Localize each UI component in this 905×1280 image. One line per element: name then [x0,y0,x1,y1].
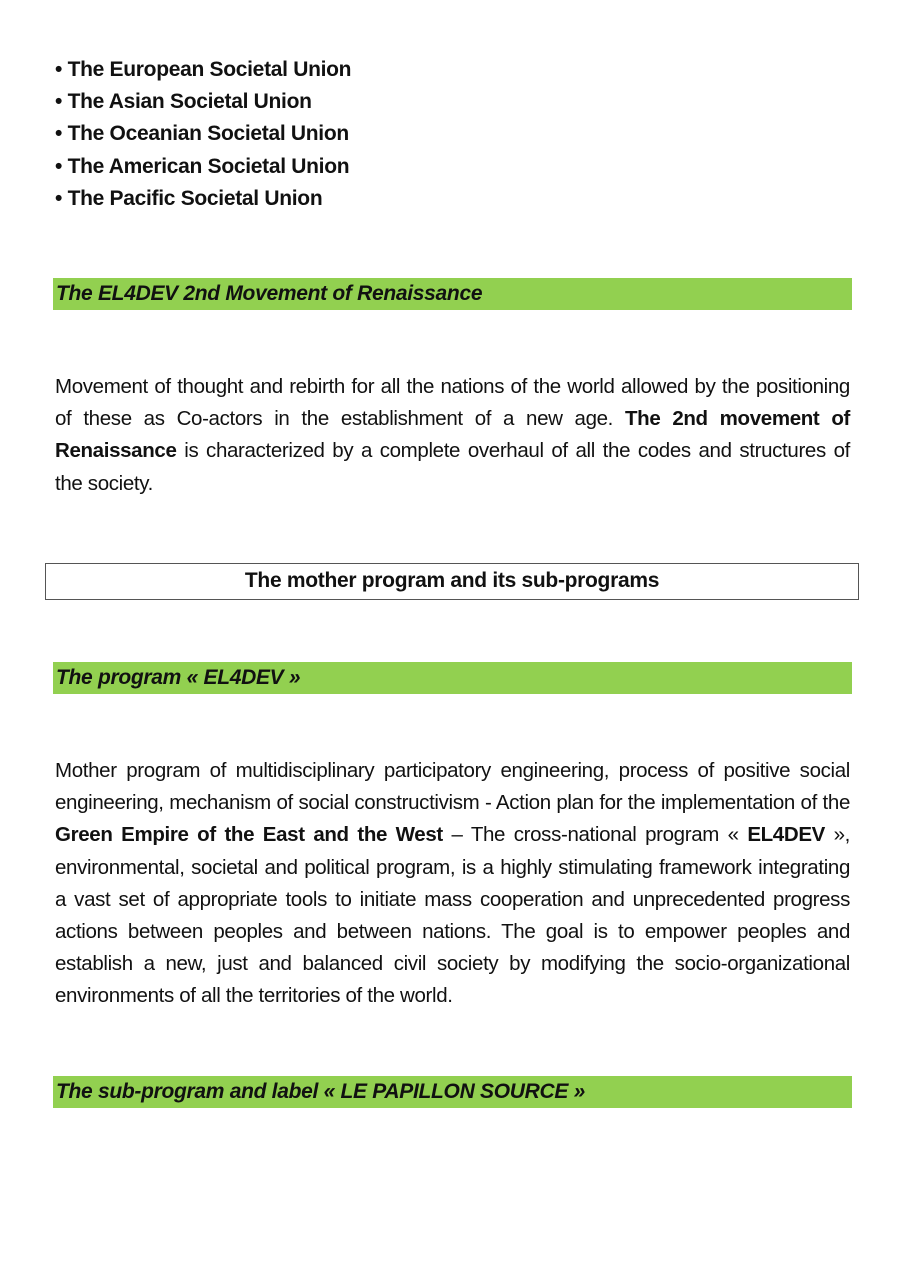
list-item: • The European Societal Union [55,58,352,81]
paragraph-text: », environmental, societal and political program, is a highly stimulating framework integrating a vast set of appropriate tools to initiate mass cooperation and unprecedented progress actions between peoples and between nations. The goal is to empower peoples and establish a new, just and balanced civil society by modifying the socio-organizational environments of all the territories of the world. [55,823,850,1008]
renaissance-paragraph [55,371,850,500]
paragraph-text: is characterized by a complete overhaul of all the codes and structures of the society. [55,439,850,495]
program-heading: The program « EL4DEV » [53,662,852,694]
list-item: • The Pacific Societal Union [55,186,323,210]
paragraph-bold-text: The 2nd movement of Renaissance [55,407,850,463]
paragraph-text: Mother program of multidisciplinary participatory engineering, process of positive social engineering, mechanism of social constructivism - Action plan for the implementation of the [55,759,850,815]
subprogram-heading: The sub-program and label « LE PAPILLON SOURCE » [53,1076,852,1108]
list-item: • The Asian Societal Union [55,90,312,114]
union-list [55,54,351,215]
paragraph-text: Movement of thought and rebirth for all the nations of the world allowed by the positioning of these as Co-actors in the establishment of a new age. [55,375,850,431]
paragraph-bold-text: Green Empire of the East and the West [55,823,443,847]
mother-program-title: The mother program and its sub-programs [45,563,859,600]
program-paragraph [55,755,850,1013]
list-item: • The Oceanian Societal Union [55,122,349,146]
renaissance-heading: The EL4DEV 2nd Movement of Renaissance [53,278,852,310]
paragraph-text: – The cross-national program « [442,823,748,847]
list-item: • The American Societal Union [55,154,350,178]
paragraph-bold-text: EL4DEV [747,823,825,847]
